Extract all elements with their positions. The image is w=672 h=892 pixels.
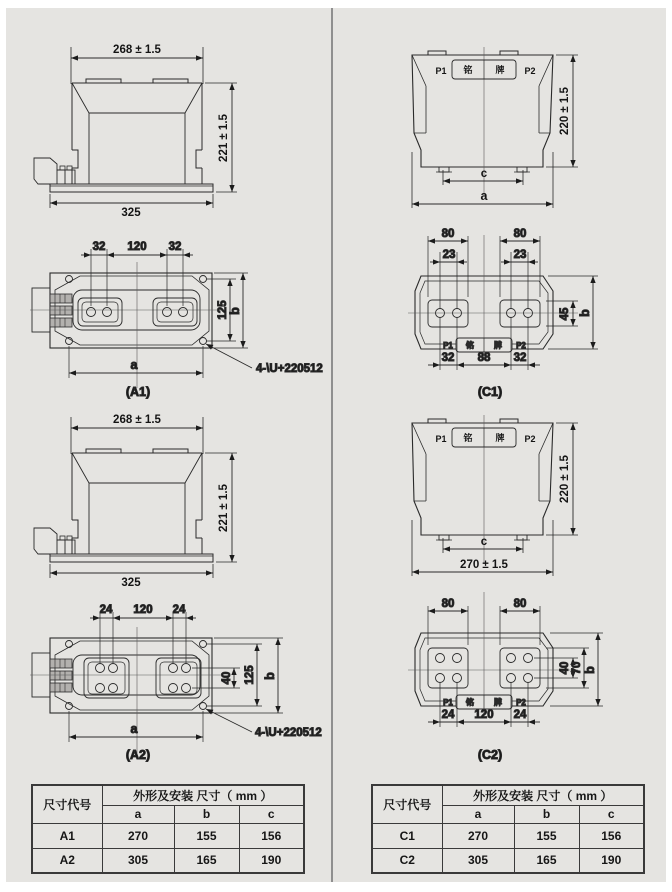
c2-plan-view xyxy=(408,592,603,762)
a-table-row2-c: 190 xyxy=(239,848,304,873)
c2-plan-dim-24-left: 24 xyxy=(441,709,455,721)
c1-plan-nameplate-char-r: 牌 xyxy=(494,341,502,350)
c2-front-height-dim: 220 ± 1.5 xyxy=(559,455,571,503)
a2-plan-dim-40: 40 xyxy=(221,671,233,685)
c-table-row2-c: 190 xyxy=(579,848,644,873)
a1-plan-dim-right: 32 xyxy=(168,241,182,253)
c-table-row1-code: C1 xyxy=(372,823,442,848)
a1-plan-view xyxy=(30,241,323,399)
c1-nameplate-char-r: 牌 xyxy=(495,65,505,75)
a2-plan-dim-left: 24 xyxy=(99,604,113,616)
a1-plan-dim-125: 125 xyxy=(217,300,229,320)
c1-front-dim-a: a xyxy=(480,189,488,203)
a2-plan-dim-mid: 120 xyxy=(133,604,153,616)
c2-plan-dim-40: 40 xyxy=(559,661,571,675)
c-dimensions-table xyxy=(371,784,645,874)
c2-front-p2-label: P2 xyxy=(524,434,536,444)
c1-view-label: (C1) xyxy=(477,385,503,399)
a2-plan-dim-b: b xyxy=(263,672,277,680)
a1-plan-dim-left: 32 xyxy=(92,241,106,253)
a2-side-base-dim: 325 xyxy=(121,577,141,589)
table-row xyxy=(32,823,304,848)
c2-front-view xyxy=(412,415,578,576)
a1-side-base-dim: 325 xyxy=(121,207,141,219)
a-table-row1-b: 155 xyxy=(174,823,239,848)
c-table-row2-a: 305 xyxy=(442,848,514,873)
a-table-col-c: c xyxy=(239,805,304,823)
c-table-row1-c: 156 xyxy=(579,823,644,848)
c-table-row1-a: 270 xyxy=(442,823,514,848)
c1-plan-dim-32-right: 32 xyxy=(513,352,527,364)
a-table-row2-code: A2 xyxy=(32,848,102,873)
c2-front-bottom-dim: 270 ± 1.5 xyxy=(460,559,508,571)
c1-front-height-dim: 220 ± 1.5 xyxy=(559,87,571,135)
c1-front-dim-c: c xyxy=(480,168,488,180)
c2-front-dim-c: c xyxy=(480,536,488,548)
table-row xyxy=(32,848,304,873)
a1-plan-dim-b: b xyxy=(228,307,242,315)
a-table-col-b: b xyxy=(174,805,239,823)
c-table-code-header: 尺寸代号 xyxy=(372,785,442,823)
a2-plan-hole-callout: 4-\U+220512 xyxy=(255,727,322,739)
c1-front-p1-label: P1 xyxy=(435,66,447,76)
c1-plan-view xyxy=(408,228,598,399)
a-table-col-a: a xyxy=(102,805,174,823)
a2-view-label: (A2) xyxy=(125,748,151,762)
a-dimensions-table xyxy=(31,784,305,874)
c2-plan-p1-label: P1 xyxy=(443,698,453,707)
c2-nameplate-char-r: 牌 xyxy=(495,433,505,443)
c1-plan-dim-88: 88 xyxy=(477,352,491,364)
c1-plan-dim-80-right: 80 xyxy=(513,228,527,240)
c1-plan-dim-45: 45 xyxy=(559,307,571,321)
c2-plan-dim-24-right: 24 xyxy=(513,709,527,721)
c-table-col-a: a xyxy=(442,805,514,823)
c1-plan-dim-23-left: 23 xyxy=(442,249,456,261)
c1-plan-dim-80-left: 80 xyxy=(441,228,455,240)
c2-nameplate-char-l: 铭 xyxy=(463,433,473,443)
a-table-row1-code: A1 xyxy=(32,823,102,848)
c2-plan-nameplate-char-r: 牌 xyxy=(494,698,502,707)
c2-plan-dim-80-left: 80 xyxy=(441,598,455,610)
c2-plan-dim-70: 70 xyxy=(571,661,583,675)
a-table-row1-a: 270 xyxy=(102,823,174,848)
a2-plan-dim-right: 24 xyxy=(172,604,186,616)
a-table-row2-a: 305 xyxy=(102,848,174,873)
a1-side-width-dim: 268 ± 1.5 xyxy=(113,44,161,56)
a1-plan-dim-mid: 120 xyxy=(127,241,147,253)
c-table-row1-b: 155 xyxy=(514,823,579,848)
a1-plan-hole-callout: 4-\U+220512 xyxy=(256,363,323,375)
a2-plan-view xyxy=(30,604,322,762)
a-table-row2-b: 165 xyxy=(174,848,239,873)
c1-plan-dim-32-left: 32 xyxy=(441,352,455,364)
c1-plan-p2-label: P2 xyxy=(516,341,526,350)
c1-plan-p1-label: P1 xyxy=(443,341,453,350)
a2-plan-dim-125: 125 xyxy=(244,665,256,685)
c-table-col-c: c xyxy=(579,805,644,823)
a2-plan-dim-a: a xyxy=(130,722,138,736)
c2-view-label: (C2) xyxy=(477,748,503,762)
table-row xyxy=(372,848,644,873)
c2-plan-p2-label: P2 xyxy=(516,698,526,707)
c-table-col-b: b xyxy=(514,805,579,823)
c1-front-p2-label: P2 xyxy=(524,66,536,76)
a1-side-height-dim: 221 ± 1.5 xyxy=(218,114,230,162)
c2-plan-dim-120: 120 xyxy=(474,709,494,721)
c2-front-p1-label: P1 xyxy=(435,434,447,444)
a-table-code-header: 尺寸代号 xyxy=(32,785,102,823)
c2-plan-nameplate-char-l: 铭 xyxy=(466,698,474,707)
c-table-row2-code: C2 xyxy=(372,848,442,873)
a2-side-width-dim: 268 ± 1.5 xyxy=(113,414,161,426)
c1-nameplate-char-l: 铭 xyxy=(463,65,473,75)
c-table-row2-b: 165 xyxy=(514,848,579,873)
a1-plan-dim-a: a xyxy=(130,358,138,372)
c2-plan-dim-80-right: 80 xyxy=(513,598,527,610)
c1-plan-dim-23-right: 23 xyxy=(513,249,527,261)
c-table-dims-header: 外形及安装 尺寸（ mm ） xyxy=(442,785,644,805)
a2-side-view xyxy=(34,414,237,589)
a1-view-label: (A1) xyxy=(125,385,151,399)
c2-plan-dim-b: b xyxy=(583,666,597,674)
a2-side-height-dim: 221 ± 1.5 xyxy=(218,484,230,532)
a-table-dims-header: 外形及安装 尺寸（ mm ） xyxy=(102,785,304,805)
c1-plan-nameplate-char-l: 铭 xyxy=(466,341,474,350)
table-row xyxy=(372,823,644,848)
a-table-row1-c: 156 xyxy=(239,823,304,848)
a1-side-view xyxy=(34,44,237,219)
c1-front-view xyxy=(412,47,578,208)
c1-plan-dim-b: b xyxy=(578,309,592,317)
